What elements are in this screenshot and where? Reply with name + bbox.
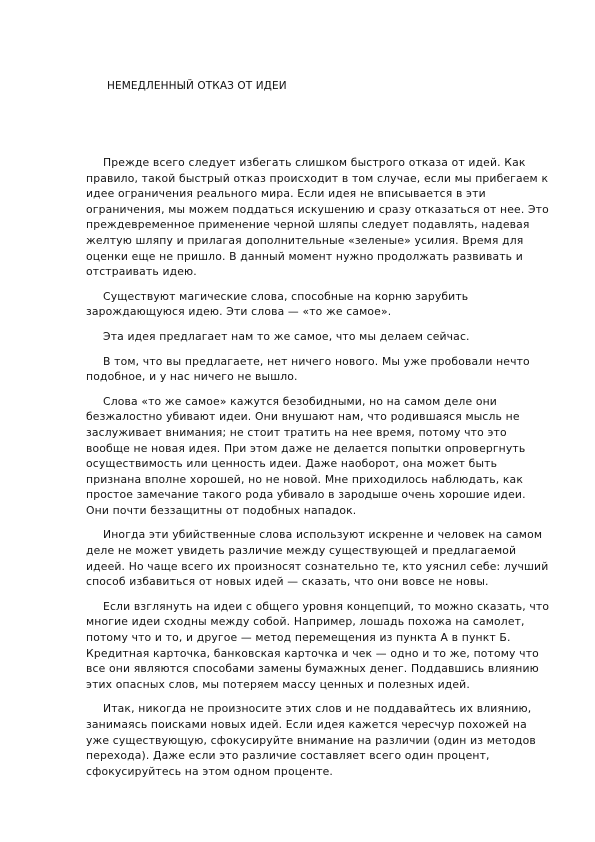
paragraph: Если взглянуть на идеи с общего уровня концепций, то можно сказать, что многие идеи сходны между собой. Например, лошадь похожа на самолет, потому что и то, и другое — метод перемещения из пункта А в пункт Б. Кредитная карточка, банковская карточка и чек — одно и то же, потому что все они являются способами замены бумажных денег. Поддавшись влиянию этих опасных слов, мы потеряем массу ценных и полезных идей. <box>86 599 550 691</box>
paragraph: Слова «то же самое» кажутся безобидными, но на самом деле они безжалостно убивают идеи. Они внушают нам, что родившаяся мысль не заслуживает внимания; не стоит тратить на нее время, потому что это вообще не новая идея. При этом даже не делается попытки опровергнуть осуществимость или ценность идеи. Даже наоборот, она может быть признана вполне хорошей, но не новой. Мне приходилось наблюдать, как простое замечание такого рода убивало в зародыше очень хорошие идеи. Они почти беззащитны от подобных нападок. <box>86 394 526 517</box>
paragraph: Прежде всего следует избегать слишком быстрого отказа от идей. Как правило, такой быстрый отказ происходит в том случае, если мы прибегаем к идее ограничения реального мира. Если идея не вписывается в эти ограничения, мы можем поддаться искушению и сразу отказаться от нее. Это преждевременное применение черной шляпы следует подавлять, надевая желтую шляпу и прилагая дополнительные «зеленые» усилия. Время для оценки еще не пришло. В данный момент нужно продолжать развивать и отстраивать идею. <box>86 156 549 279</box>
paragraph: В том, что вы предлагаете, нет ничего нового. Мы уже пробовали нечто подобное, и у нас ничего не вышло. <box>86 354 530 384</box>
paragraph: Эта идея предлагает нам то же самое, что мы делаем сейчас. <box>103 329 470 343</box>
paragraph: Иногда эти убийственные слова используют искренне и человек на самом деле не может увидеть различие между существующей и предлагаемой идеей. Но чаще всего их произносят сознательно те, кто уяснил себе: лучший способ избавиться от новых идей — сказать, что они вовсе не новы. <box>86 528 549 589</box>
paragraph: Существуют магические слова, способные на корню зарубить зарождающуюся идею. Эти слова — «то же самое». <box>86 289 469 319</box>
document-body <box>86 155 552 788</box>
page-title: НЕМЕДЛЕННЫЙ ОТКАЗ ОТ ИДЕИ <box>107 80 287 92</box>
paragraph: Итак, никогда не произносите этих слов и не поддавайтесь их влиянию, занимаясь поисками новых идей. Если идея кажется чересчур похожей на уже существующую, сфокусируйте внимание на различии (один из методов перехода). Даже если это различие составляет всего один процент, сфокусируйтесь на этом одном проценте. <box>86 702 536 778</box>
